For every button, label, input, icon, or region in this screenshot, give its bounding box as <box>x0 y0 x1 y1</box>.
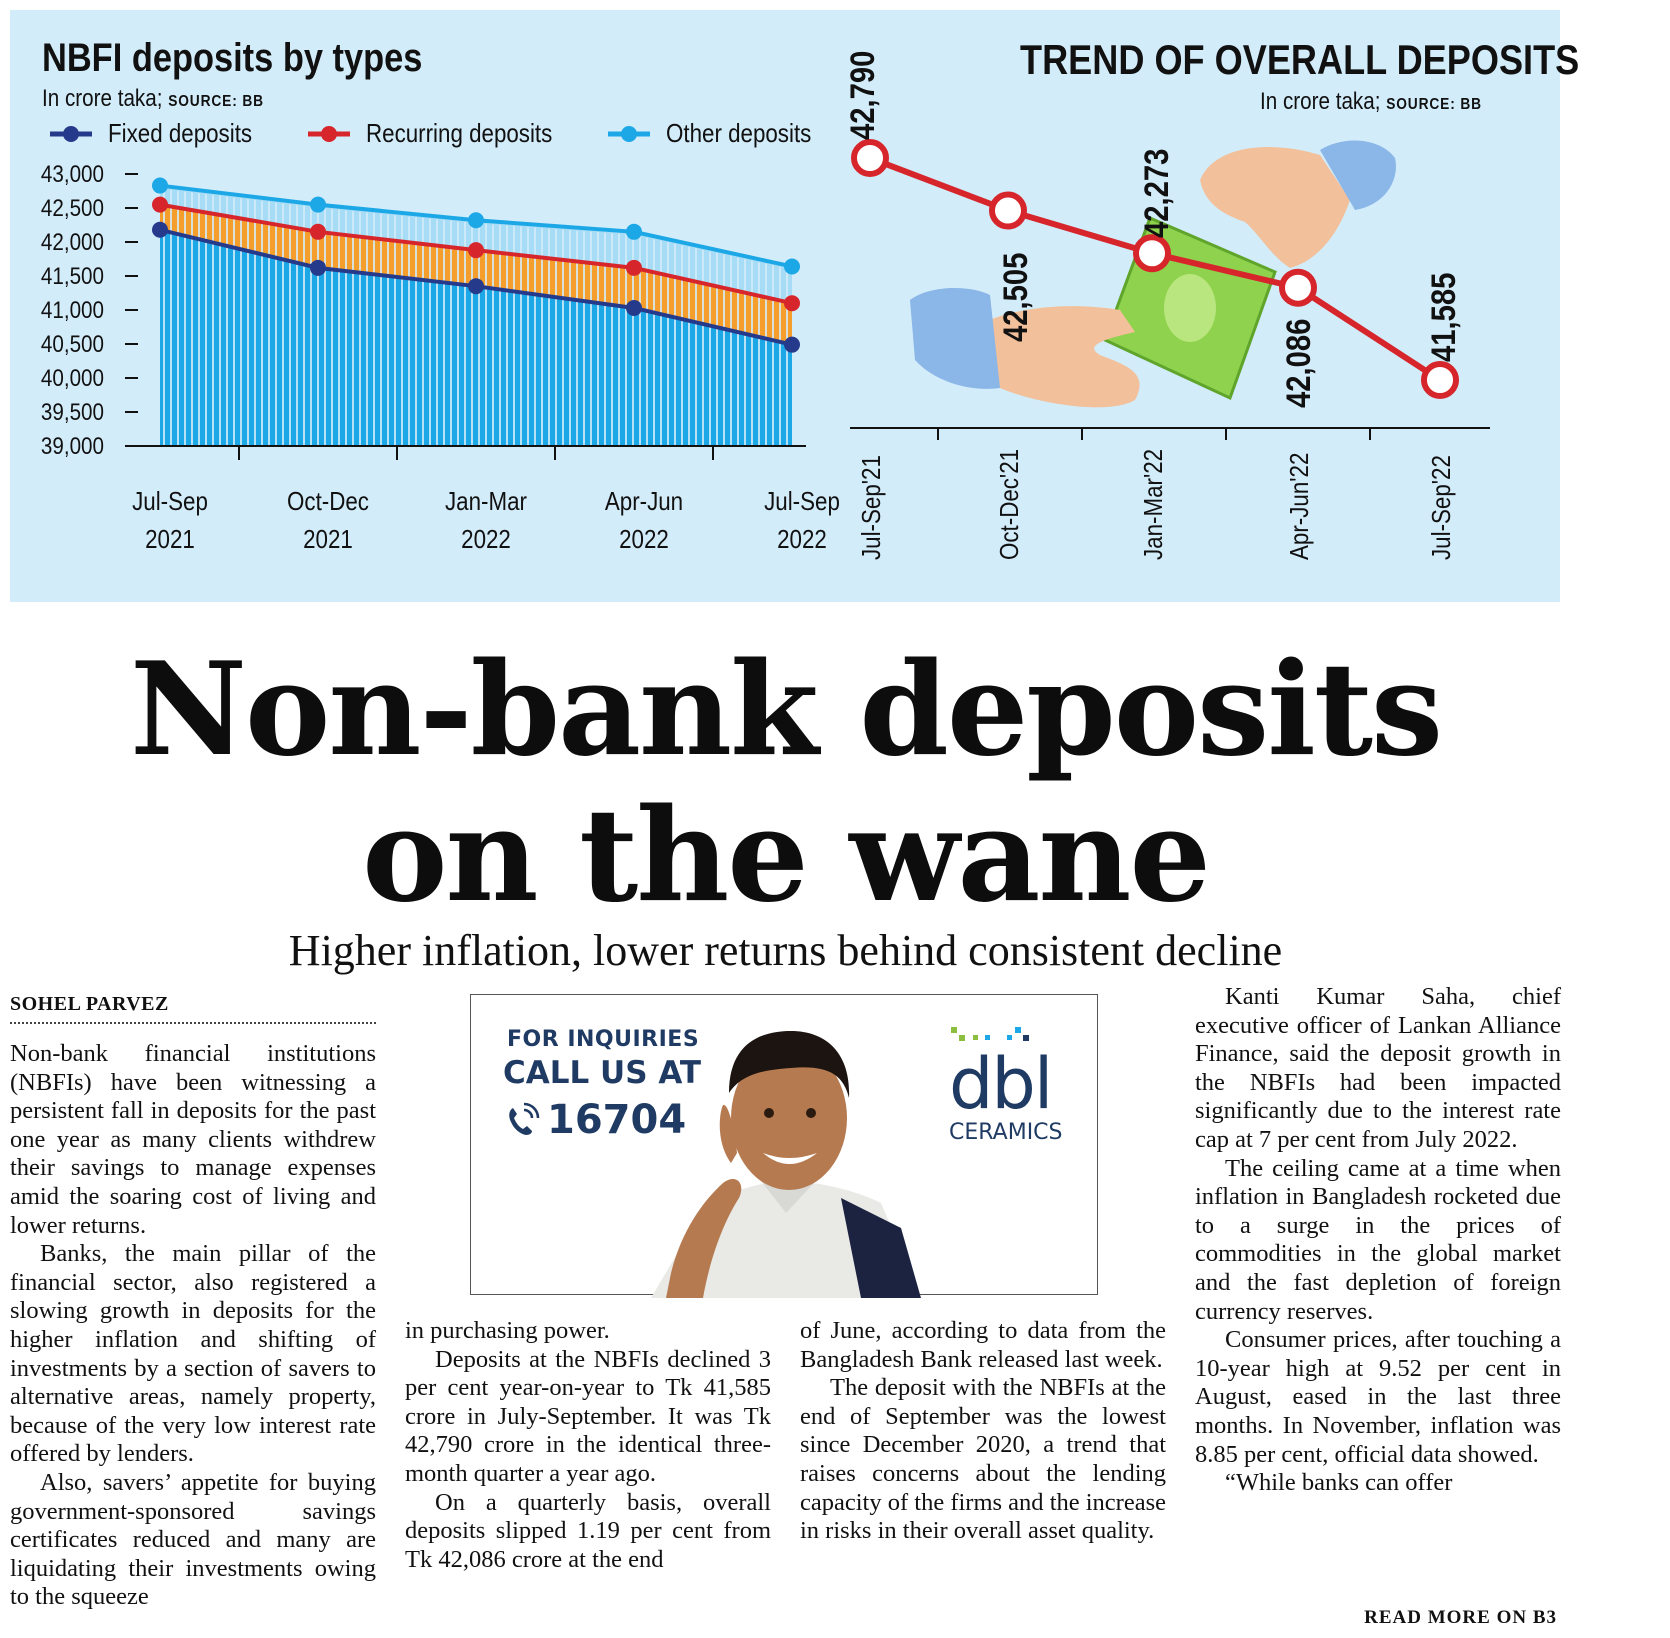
article-paragraph: Non-bank financial institutions (NBFIs) have been witnessing a persistent fall in deposits for the past one year as many clients withdrew their savings to manage expenses amid the soaring cost of living and lower returns. <box>10 1040 376 1239</box>
data-point <box>468 278 484 294</box>
data-point <box>626 300 642 316</box>
legend-swatch-marker <box>63 126 79 142</box>
trend-point <box>1282 272 1314 304</box>
value-label: 42,505 <box>995 252 1035 342</box>
article-column-1 <box>10 1040 376 1612</box>
y-tick-label: 41,500 <box>40 262 104 290</box>
legend-swatch-marker <box>321 126 337 142</box>
value-label: 42,790 <box>842 50 882 140</box>
x-tick-label: Jul-Sep'21 <box>857 455 887 560</box>
left-chart-title: NBFI deposits by types <box>42 36 423 80</box>
y-tick-label: 42,500 <box>40 194 104 222</box>
left-cuff-icon <box>910 288 1000 389</box>
data-point <box>784 337 800 353</box>
right-chart-title: TREND OF OVERALL DEPOSITS <box>1020 36 1580 83</box>
legend-entry <box>308 119 552 148</box>
right-chart-subtitle-wrap <box>1260 88 1518 116</box>
ad-brand-logo <box>949 1025 1063 1145</box>
legend-entry <box>50 119 252 148</box>
value-label: 42,086 <box>1278 318 1318 409</box>
article-paragraph: Deposits at the NBFIs declined 3 per cent year-on-year to Tk 41,585 crore in July-September. It was Tk 42,790 crore in the identical three-month quarter a year ago. <box>405 1345 771 1487</box>
ad-model-photo <box>611 1013 941 1298</box>
article-paragraph: The ceiling came at a time when inflation in Bangladesh rocketed due to a surge in the prices of commodities in the global market and the fast depletion of foreign currency reserves. <box>1195 1154 1561 1325</box>
article-paragraph: The deposit with the NBFIs at the end of September was the lowest since December 2020, a trend that raises concerns about the lending capacity of the firms and the increase in risks in their overall asset quality. <box>800 1374 1166 1545</box>
x-tick-label: Apr-Jun <box>604 487 684 517</box>
right-chart-title-wrap <box>1020 36 1670 84</box>
x-tick-label: Jul-Sep <box>132 487 208 517</box>
article-paragraph: Consumer prices, after touching a 10-year high at 9.52 per cent in August, eased in the last three months. In November, inflation was 8.85 per cent, official data showed. <box>1195 1326 1561 1468</box>
y-tick-label: 40,000 <box>40 364 104 392</box>
left-chart-subtitle-wrap <box>42 85 300 113</box>
legend-entry <box>608 119 811 148</box>
data-point <box>626 224 642 240</box>
left-chart-title-wrap <box>42 36 484 81</box>
article-paragraph: Banks, the main pillar of the financial sector, also registered a slowing growth in deposits for the higher inflation and shifting of investments by a section of savers to alternative areas, namely property, because of the very low interest rate offered by lenders. <box>10 1240 376 1468</box>
article-paragraph: Kanti Kumar Saha, chief executive officer of Lankan Alliance Finance, said the deposit growth in the NBFIs had been impacted significantly due to the interest rate cap at 7 per cent from July 2022. <box>1195 983 1561 1153</box>
advertisement <box>470 994 1098 1295</box>
article-paragraph: On a quarterly basis, overall deposits slipped 1.19 per cent from Tk 42,086 crore at the end <box>405 1488 771 1573</box>
data-point <box>784 295 800 311</box>
ad-call-text: CALL US AT <box>503 1055 702 1091</box>
trend-point <box>992 195 1024 227</box>
data-point <box>152 178 168 194</box>
y-tick-label: 39,500 <box>40 398 104 426</box>
x-tick-label: 2022 <box>461 525 511 555</box>
banknote-center <box>1164 274 1216 342</box>
x-tick-label: 2022 <box>777 525 827 555</box>
x-tick-label: Oct-Dec'21 <box>995 448 1025 560</box>
x-tick-label: Apr-Jun'22 <box>1285 452 1315 560</box>
data-point <box>310 224 326 240</box>
data-point <box>152 197 168 213</box>
trend-point <box>1136 237 1168 269</box>
article-paragraph: Also, savers’ appetite for buying government-sponsored savings certificates reduced and many are liquidating their investments owing to the squeeze <box>10 1468 376 1611</box>
legend-label: Fixed deposits <box>108 119 253 149</box>
data-point <box>784 258 800 274</box>
x-tick-label: 2021 <box>145 525 195 555</box>
x-tick-label: Jul-Sep'22 <box>1427 455 1457 560</box>
article-column-2 <box>405 1317 771 1574</box>
y-tick-label: 41,000 <box>40 296 104 324</box>
data-point <box>152 222 168 238</box>
trend-point <box>1424 364 1456 396</box>
ad-brand-name: dbl <box>949 1043 1052 1125</box>
x-tick-label: 2021 <box>303 525 353 555</box>
data-point <box>310 260 326 276</box>
legend-swatch-marker <box>621 126 637 142</box>
x-tick-label: 2022 <box>619 525 669 555</box>
data-point <box>468 212 484 228</box>
x-tick-label: Jan-Mar'22 <box>1139 448 1169 560</box>
ad-inquiries-text: FOR INQUIRIES <box>507 1027 700 1052</box>
y-tick-label: 42,000 <box>40 228 104 256</box>
x-tick-label: Jul-Sep <box>764 487 840 517</box>
y-tick-label: 39,000 <box>40 432 104 460</box>
data-point <box>626 260 642 276</box>
data-point <box>310 197 326 213</box>
headline-line-1: Non-bank deposits <box>130 635 1441 785</box>
article-column-3 <box>800 1317 1166 1546</box>
value-label: 42,273 <box>1136 148 1176 238</box>
left-chart-subtitle: In crore taka; SOURCE: BB <box>42 85 264 112</box>
x-tick-label: Oct-Dec <box>287 487 369 517</box>
headline-line-2: on the wane <box>362 781 1209 931</box>
article-paragraph: of June, according to data from the Bangladesh Bank released last week. <box>800 1317 1166 1373</box>
right-chart-subtitle: In crore taka; SOURCE: BB <box>1260 88 1482 115</box>
legend-label: Other deposits <box>665 119 812 149</box>
left-chart-source: SOURCE: BB <box>168 93 264 110</box>
y-tick-label: 43,000 <box>40 160 104 188</box>
data-point <box>468 242 484 258</box>
y-tick-label: 40,500 <box>40 330 104 358</box>
legend-label: Recurring deposits <box>366 119 553 149</box>
byline: SOHEL PARVEZ <box>10 993 376 1024</box>
value-label: 41,585 <box>1423 272 1463 363</box>
x-tick-label: Jan-Mar <box>445 487 527 517</box>
phone-icon <box>505 1102 539 1138</box>
article-paragraph: in purchasing power. <box>405 1317 610 1344</box>
ad-phone-number: 16704 <box>547 1097 687 1143</box>
trend-point <box>854 142 886 174</box>
article-paragraph: “While banks can offer <box>1225 1469 1453 1497</box>
deck: Higher inflation, lower returns behind consistent decline <box>288 926 1283 975</box>
article-column-4 <box>1195 983 1561 1498</box>
read-more: READ MORE ON B3 <box>1364 1607 1557 1628</box>
right-chart-source: SOURCE: BB <box>1386 96 1482 113</box>
ad-brand-sub: CERAMICS <box>949 1120 1063 1145</box>
